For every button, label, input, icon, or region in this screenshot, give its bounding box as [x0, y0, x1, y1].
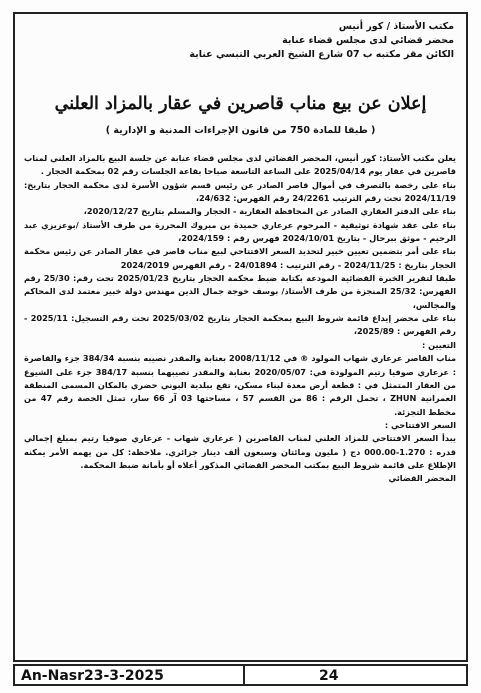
header-title: محضر قضائي لدى مجلس قضاء عنابة	[282, 35, 454, 46]
announcement-headline: إعلان عن بيع مناب قاصرين في عقار بالمزاد العلني	[54, 94, 427, 114]
body-paragraph: بناء على أمر بتضمين تعيين خبير لتحديد السعر الافتتاحي لبيع مناب قاصر في عقار الصادر عن رئيس محكمة الحجار بتاريخ : 2024/11/25 - رقم الترتيب : 24/01894 - رقم الفهرس 2024/2019	[24, 246, 456, 270]
page-footer	[13, 664, 468, 686]
header-office-name: مكتب الأستاذ / كور أنيس	[338, 21, 454, 32]
body-paragraph: يعلن مكتب الأستاذ: كور أنيس، المحضر القضائي لدى مجلس قضاء عنابة عن جلسة البيع بالمزاد العلني لمناب قاصرين في عقار يوم 2025/04/14 على الساعة التاسعة صباحا بقاعة الجلسات رقم 02 بمحكمة الحجار .	[24, 153, 456, 177]
section-heading-designation: التعيين :	[421, 339, 456, 350]
bailiff-header	[154, 20, 454, 62]
section-heading-opening-price: السعر الافتتاحي :	[384, 419, 456, 430]
body-paragraph: طبقا لتقرير الخبرة القضائية المودعة بكتابة ضبط محكمة الحجار بتاريخ 2025/01/23 تحت رقم: 25/30 رقم الفهرس: 25/32 المنجزة من طرف الأستاذ/ بوسف خوجة جمال الدين مهندس دولة خبير معتمد لدى المحاكم والمجالس،	[24, 273, 457, 310]
announcement-body	[24, 152, 456, 486]
body-paragraph: يبدأ السعر الافتتاحي للمزاد العلني لمناب القاصرين ( عرعاري شهاب - عرعاري صوفيا رتيم بمبلغ إجمالي قدره : 1.270-000.00 دج ( مليون ومائتان وسبعون ألف دينار جزائري. ملاحظة: كل من يهمه الأمر يمكنه الإطلاع على قائمة شروط البيع بمكتب المحضر القضائي المذكور أعلاه أو بأمانة ضبط المحكمة.	[24, 433, 456, 470]
signature: المحضر القضائي	[388, 473, 456, 484]
body-paragraph: بناء على عقد شهادة توثيقية - المرحوم عرعاري حميدة بن مبروك المحررة من طرف الأستاذ /بوعزيزي عبد الرحيم - موثق ببرحال - بتاريخ 2024/10/01 فهرس رقم : 2024/159،	[24, 219, 456, 244]
body-paragraph: مناب القاصر عرعاري شهاب المولود ® في 2008/11/12 بعنابة والمقدر نصيبه بنسبة 384/34 جزء والقاصرة : عرعاري صوفيا رتيم المولودة في: 2020/05/07 بعنابة والمقدر نصيبهما بنسبة 384/17 جزء على الشيوع من العقار المتمثل في : قطعة أرض معدة لبناء مسكن، تقع ببلدية البوني حضري بالمكان المسمى المنطقة العمرانية ZHUN ، تحمل الرقم : 86 من القسم 57 ، مساحتها 03 آر 66 سار، تمثل الحصة رقم 47 من مخطط التجزئة.	[24, 353, 457, 417]
header-address: الكائن مقر مكتبه ب 07 شارع الشيخ العربي التبسي عنابة	[189, 49, 454, 60]
body-paragraph: بناء على رخصة بالتصرف في أموال قاصر الصادر عن رئيس قسم شؤون الأسرة لدى محكمة الحجار بتاريخ: 2024/11/19 تحت رقم الترتيب 24/2261 رقم الفهرس: 24/632،	[24, 179, 456, 204]
announcement-frame	[13, 12, 468, 662]
announcement-legal-reference: ( طبقا للمادة 750 من قانون الإجراءات المدنية و الإدارية )	[105, 125, 376, 136]
footer-page-number: 24	[319, 668, 339, 684]
footer-publication-date: An-Nasr23-3-2025	[21, 668, 164, 684]
body-paragraph: بناء على محضر إيداع قائمة شروط البيع بمحكمة الحجار بتاريخ 2025/03/02 تحت رقم التسجيل: 2025/11 - رقم الفهرس : 2025/89،	[24, 313, 457, 337]
body-paragraph: بناء على الدفتر العقاري الصادر عن المحافظة العقارية - الحجار والمسلم بتاريخ 2020/12/27،	[83, 206, 456, 217]
footer-divider	[243, 666, 245, 684]
